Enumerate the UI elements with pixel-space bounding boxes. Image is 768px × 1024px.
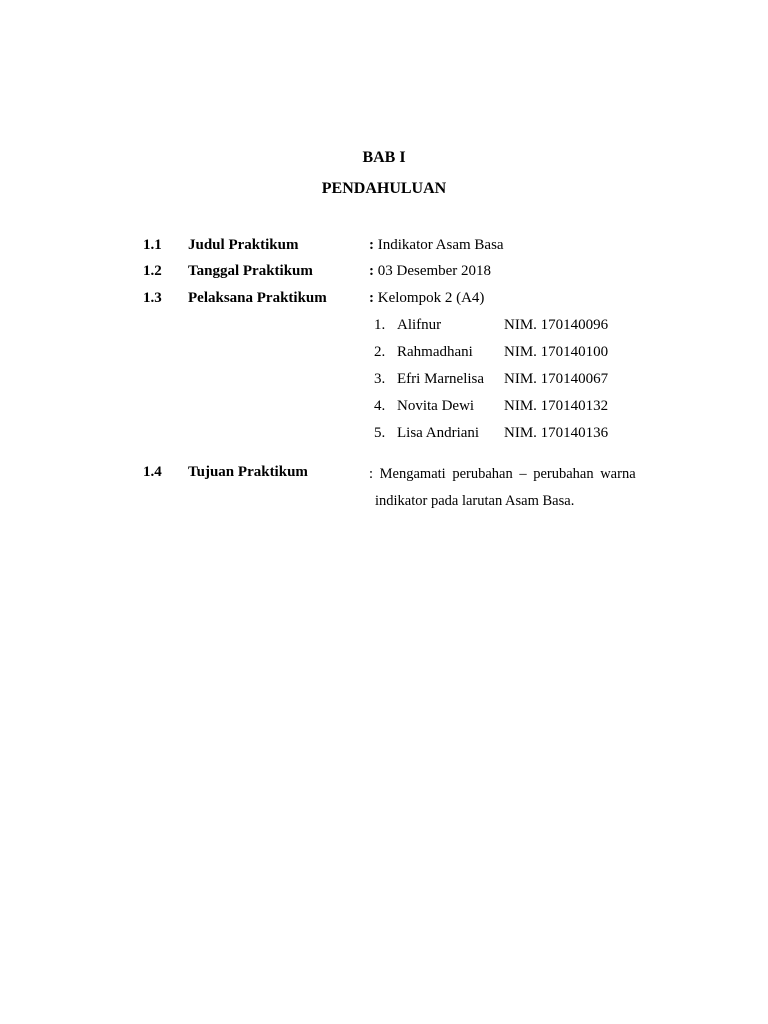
section-number: 1.1 [143, 237, 162, 253]
section-label: Judul Praktikum [188, 237, 299, 253]
section-value-text: Kelompok 2 (A4) [377, 290, 485, 306]
member-index: 4. [374, 398, 386, 414]
section-row-judul [0, 235, 768, 255]
member-name: Rahmadhani [397, 344, 473, 360]
colon: : [369, 466, 374, 482]
section-value-text: 03 Desember 2018 [377, 263, 492, 279]
member-name: Alifnur [397, 317, 442, 333]
section-value [369, 261, 491, 281]
member-index: 2. [374, 344, 386, 360]
purpose-line-1 [369, 461, 659, 488]
section-row-tanggal [0, 261, 768, 281]
section-value [369, 288, 484, 308]
colon: : [369, 237, 374, 253]
member-name: Novita Dewi [397, 398, 475, 414]
section-label: Tujuan Praktikum [188, 464, 308, 480]
colon: : [369, 290, 374, 306]
member-item [0, 369, 768, 389]
chapter-title: PENDAHULUAN [321, 180, 447, 197]
section-value [369, 235, 504, 255]
member-nim: NIM. 170140136 [504, 425, 609, 441]
member-index: 3. [374, 371, 386, 387]
member-item [0, 342, 768, 362]
member-index: 1. [374, 317, 386, 333]
purpose-line-2: indikator pada larutan Asam Basa. [375, 493, 575, 509]
member-nim: NIM. 170140132 [504, 398, 609, 414]
purpose-text-1: Mengamati perubahan – perubahan warna [379, 466, 636, 482]
section-value-text: Indikator Asam Basa [377, 237, 504, 253]
member-nim: NIM. 170140067 [504, 371, 609, 387]
section-row-pelaksana [0, 288, 768, 308]
section-number: 1.2 [143, 263, 162, 279]
section-number: 1.3 [143, 290, 162, 306]
member-item [0, 315, 768, 335]
section-label: Tanggal Praktikum [188, 263, 313, 279]
section-label: Pelaksana Praktikum [188, 290, 327, 306]
member-nim: NIM. 170140096 [504, 317, 609, 333]
member-index: 5. [374, 425, 386, 441]
member-item [0, 396, 768, 416]
member-nim: NIM. 170140100 [504, 344, 609, 360]
chapter-heading: BAB I [362, 149, 406, 166]
section-number: 1.4 [143, 464, 162, 480]
colon: : [369, 263, 374, 279]
member-item [0, 423, 768, 443]
member-name: Efri Marnelisa [397, 371, 485, 387]
purpose-value [369, 461, 659, 515]
member-name: Lisa Andriani [397, 425, 480, 441]
